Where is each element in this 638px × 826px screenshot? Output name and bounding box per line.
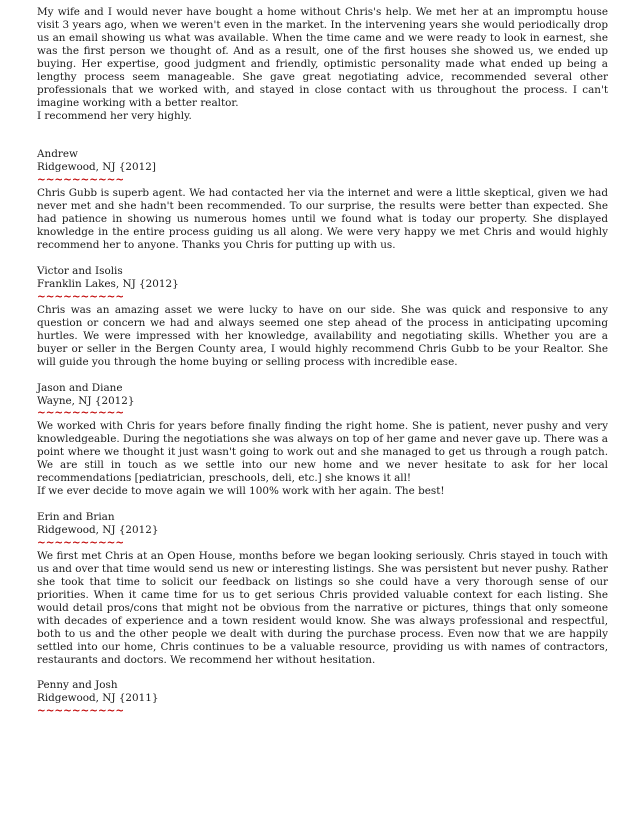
separator: ~~~~~~~~~~ (37, 290, 125, 303)
testimonial-2 (37, 187, 608, 304)
testimonial-author: Victor and Isolis (37, 265, 123, 278)
testimonial-text: Chris Gubb is superb agent. We had contacted her via the internet and were a little skeptical, given we had never met and she hadn't been recommended. To our surprise, the results were better than expected. She had patience in showing us numerous homes until we found what is today our property. She displayed knowledge in the entire process guiding us all along. We were very happy we met Chris and would highly recommend her to anyone. Thanks you Chris for putting up with us. (37, 187, 608, 252)
testimonial-location: Ridgewood, NJ {2012} (37, 524, 159, 537)
testimonial-location: Franklin Lakes, NJ {2012} (37, 277, 179, 290)
separator: ~~~~~~~~~~ (37, 407, 125, 420)
testimonial-text: We worked with Chris for years before finally finding the right home. She is patient, never pushy and very knowledgeable. During the negotiations she was always on top of her game and never gave up. There was a point where we thought it just wasn't going to work out and she managed to get us through a rough patch. We are still in touch as we settle into our new home and we never hesitate to ask for her local recommendations [pediatrician, preschools, deli, etc.] she knows it all! If we ever decide to move again we will 100% work with her again. The best! (37, 420, 608, 498)
testimonial-author: Jason and Diane (37, 381, 123, 394)
testimonial-location: Ridgewood, NJ {2012] (37, 161, 156, 174)
testimonial-3 (37, 304, 608, 421)
testimonial-text: We first met Chris at an Open House, months before we began looking seriously. Chris stayed in touch with us and over that time would send us new or interesting listings. She was persistent but never pushy. Rather she took that time to solicit our feedback on listings so she could have a very thorough sense of our priorities. When it came time for us to get serious Chris provided valuable context for each listing. She would detail pros/cons that might not be obvious from the narrative or pictures, things that only someone with decades of experience and a town resident would know. She was always professional and respectful, both to us and the other people we dealt with during the purchase process. Even now that we are happily settled into our home, Chris continues to be a valuable resource, providing us with names of contractors, restaurants and doctors. We recommend her without hesitation. (37, 549, 608, 666)
testimonials-page (37, 6, 608, 718)
testimonial-author: Erin and Brian (37, 511, 115, 524)
testimonial-location: Wayne, NJ {2012} (37, 394, 135, 407)
testimonial-text: My wife and I would never have bought a home without Chris's help. We met her at an impromptu house visit 3 years ago, when we weren't even in the market. In the intervening years she would periodically drop us an email showing us what was available. When the time came and we were ready to look in earnest, she was the first person we thought of. And as a result, one of the first houses she showed us, we ended up buying. Her expertise, good judgment and friendly, optimistic personality made what ended up being a lengthy process seem manageable. She gave great negotiating advice, recommended several other professionals that we worked with, and stayed in close contact with us throughout the process. I can't imagine working with a better realtor. I recommend her very highly. (37, 6, 608, 122)
separator: ~~~~~~~~~~ (37, 705, 125, 718)
testimonial-author: Penny and Josh (37, 679, 118, 692)
testimonial-5 (37, 550, 608, 718)
testimonial-location: Ridgewood, NJ {2011} (37, 692, 159, 705)
testimonial-author: Andrew (37, 148, 78, 161)
testimonial-4 (37, 420, 608, 550)
separator: ~~~~~~~~~~ (37, 174, 125, 187)
testimonial-1 (37, 6, 608, 187)
separator: ~~~~~~~~~~ (37, 537, 125, 549)
testimonial-text: Chris was an amazing asset we were lucky to have on our side. She was quick and responsive to any question or concern we had and always seemed one step ahead of the process in anticipating upcoming hurtles. We were impressed with her knowledge, availability and negotiating skills. Whether you are a buyer or seller in the Bergen County area, I would highly recommend Chris Gubb to be your Realtor. She will guide you through the home buying or selling process with incredible ease. (37, 303, 608, 368)
